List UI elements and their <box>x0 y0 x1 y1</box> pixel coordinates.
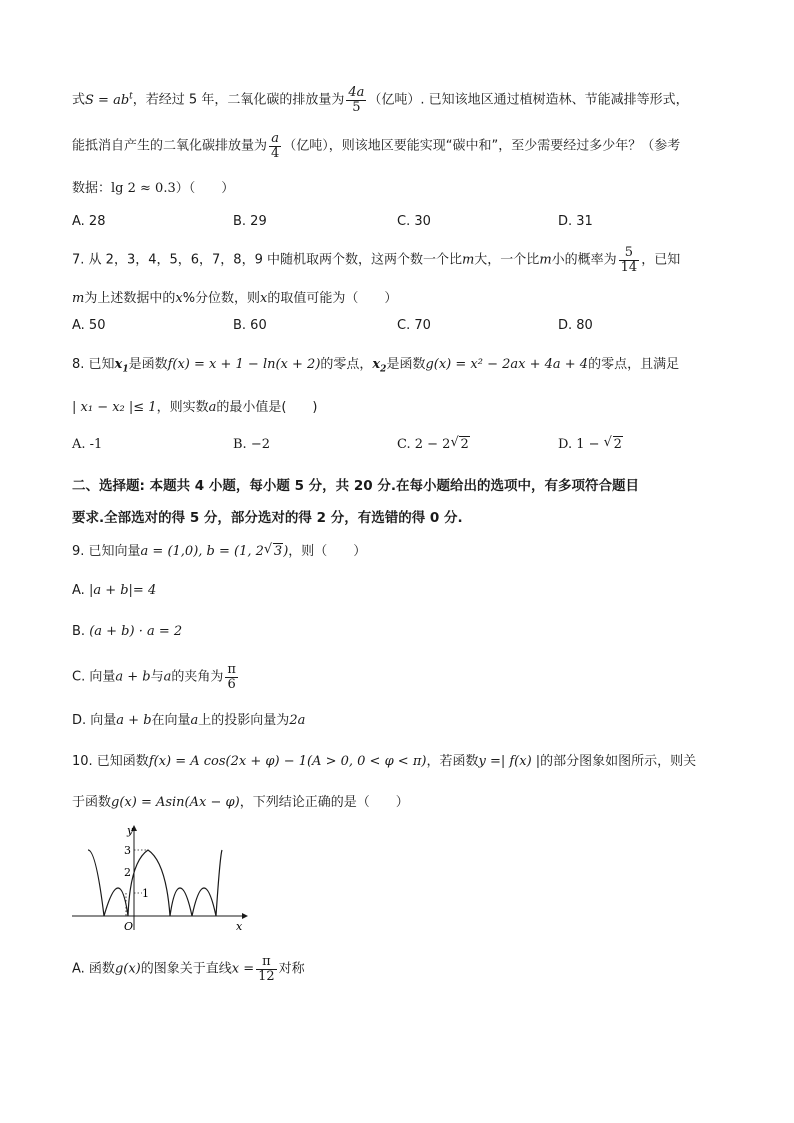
q6-option-d: D. 31 <box>558 214 593 229</box>
q7-line1 <box>72 246 680 274</box>
q6-option-a: A. 28 <box>72 214 106 229</box>
q6-line3 <box>72 177 234 196</box>
q7-fraction: $\frac{5}{14}$ <box>620 245 638 275</box>
q7-text: 的取值可能为（ ） <box>267 291 398 306</box>
tick-3: 3 <box>124 844 131 857</box>
q10-text: ，下列结论正确的是（ ） <box>239 795 409 810</box>
q6-fraction: $\frac{4a}{5}$ <box>348 85 365 115</box>
q7-text: 小的概率为 <box>551 252 617 268</box>
q10-graph <box>70 822 250 934</box>
section2-heading-line1: 二、选择题: 本题共 4 小题，每小题 5 分，共 20 分.在每小题给出的选项中，有多项符合题目 <box>72 478 639 494</box>
q8-option-c: C. 2 − 2√ 2 <box>397 437 470 452</box>
q8-text: 8. 已知 <box>72 357 115 372</box>
q8-text: 的最小值是( ) <box>216 400 318 415</box>
tick-1: 1 <box>142 887 149 900</box>
q6-text: ，若经过 5 年，二氧化碳的排放量为 <box>132 92 345 108</box>
q7-var-m: m <box>461 252 475 268</box>
q8-function-g: g(x) = x² − 2ax + 4a + 4 <box>425 357 589 372</box>
q8-option-a: A. -1 <box>72 437 103 452</box>
section2-heading-line2: 要求.全部选对的得 5 分，部分选对的得 2 分，有选错的得 0 分. <box>72 510 463 526</box>
q8-option-b: B. −2 <box>233 437 270 452</box>
q10-function-f: f(x) = A cos(2x + φ) − 1(A > 0, 0 < φ < π) <box>148 754 427 769</box>
q10-text: 10. 已知函数 <box>72 754 149 769</box>
y-axis-label: y <box>127 824 134 837</box>
q6-text: 式 <box>72 92 86 108</box>
q7-var-m: m <box>72 291 85 306</box>
q6-fraction-2: $\frac{a}{4}$ <box>271 131 280 161</box>
q9-stem <box>72 540 366 559</box>
q10-function-g: g(x) = Asin(Ax − φ) <box>111 795 240 810</box>
q6-line1 <box>72 86 689 114</box>
q7-var-x: x <box>175 291 183 306</box>
q6-reference-formula: lg 2 ≈ 0.3 <box>111 181 176 196</box>
q8-var-a: a <box>208 400 217 415</box>
q7-text: 大，一个比 <box>474 252 540 268</box>
abs-f-curve <box>88 850 222 916</box>
q8-text: 是函数 <box>128 357 168 372</box>
q10-text: 的部分图象如图所示，则关 <box>540 754 697 769</box>
q6-option-c: C. 30 <box>397 214 431 229</box>
q6-line2 <box>72 132 680 160</box>
q10-text: 于函数 <box>72 795 112 810</box>
q10-line-fraction: $\frac{\pi}{12}$ <box>258 954 275 984</box>
q6-text: ）（ ） <box>175 181 235 196</box>
q8-x2: $x_2$ <box>372 357 387 375</box>
q8-option-d: D. 1 − √ 2 <box>558 437 623 452</box>
origin-label: O <box>124 920 134 933</box>
q8-text: ，则实数 <box>156 400 209 415</box>
q8-text: 的零点， <box>320 357 373 372</box>
q6-formula: $S = ab^t$ <box>85 91 133 108</box>
q9-text: 9. 已知向量 <box>72 544 141 559</box>
q10-line2 <box>72 791 409 810</box>
q7-option-b: B. 60 <box>233 318 267 333</box>
tick-2: 2 <box>124 866 131 879</box>
q8-line2 <box>72 396 318 415</box>
q8-function-f: f(x) = x + 1 − ln(x + 2) <box>167 357 321 372</box>
q7-text: %分位数，则 <box>182 291 261 306</box>
q10-line1 <box>72 750 696 769</box>
q7-text: ，已知 <box>641 252 681 268</box>
q8-line1 <box>72 353 679 375</box>
q8-x1: $x_1$ <box>114 357 129 375</box>
q6-text: （亿吨），则该地区要能实现“碳中和”，至少需要经过多少年？（参考 <box>283 138 681 154</box>
q7-option-a: A. 50 <box>72 318 106 333</box>
q9-option-a: A. |a + b|= 4 <box>72 583 157 598</box>
q6-text: 能抵消自产生的二氧化碳排放量为 <box>72 138 268 154</box>
q9-option-c: C. 向量a + b与a的夹角为 $\frac{\pi}{6}$ <box>72 662 236 692</box>
q6-option-b: B. 29 <box>233 214 267 229</box>
q9-option-b: B. (a + b) · a = 2 <box>72 624 183 639</box>
q9-angle-fraction: $\frac{\pi}{6}$ <box>227 662 236 692</box>
q9-option-d: D. 向量a + b在向量a上的投影向量为2a <box>72 713 306 728</box>
q9-vectors: a = (1,0), b = (1, 2√ 3) <box>141 544 289 559</box>
q7-text: 为上述数据中的 <box>84 291 176 306</box>
x-axis-label: x <box>236 920 243 933</box>
x-axis-arrow <box>242 913 248 919</box>
q10-text: ，若函数 <box>426 754 479 769</box>
q7-option-c: C. 70 <box>397 318 431 333</box>
q8-condition: | x₁ − x₂ |≤ 1 <box>72 400 157 415</box>
q7-text: 7. 从 2，3，4，5，6，7，8，9 中随机取两个数，这两个数一个比 <box>72 252 462 268</box>
q10-option-a: A. 函数g(x)的图象关于直线x = $\frac{\pi}{12}$ 对称 <box>72 954 305 984</box>
q10-function-y: y =| f(x) | <box>478 754 541 769</box>
q7-var-x: x <box>260 291 268 306</box>
q6-text: （亿吨）. 已知该地区通过植树造林、节能减排等形式， <box>368 92 689 108</box>
q8-text: 是函数 <box>386 357 426 372</box>
q7-option-d: D. 80 <box>558 318 593 333</box>
q6-text: 数据： <box>72 181 112 196</box>
q7-line2 <box>72 287 397 306</box>
q7-var-m: m <box>539 252 552 268</box>
q9-text: ，则（ ） <box>288 544 367 559</box>
q8-text: 的零点，且满足 <box>588 357 680 372</box>
